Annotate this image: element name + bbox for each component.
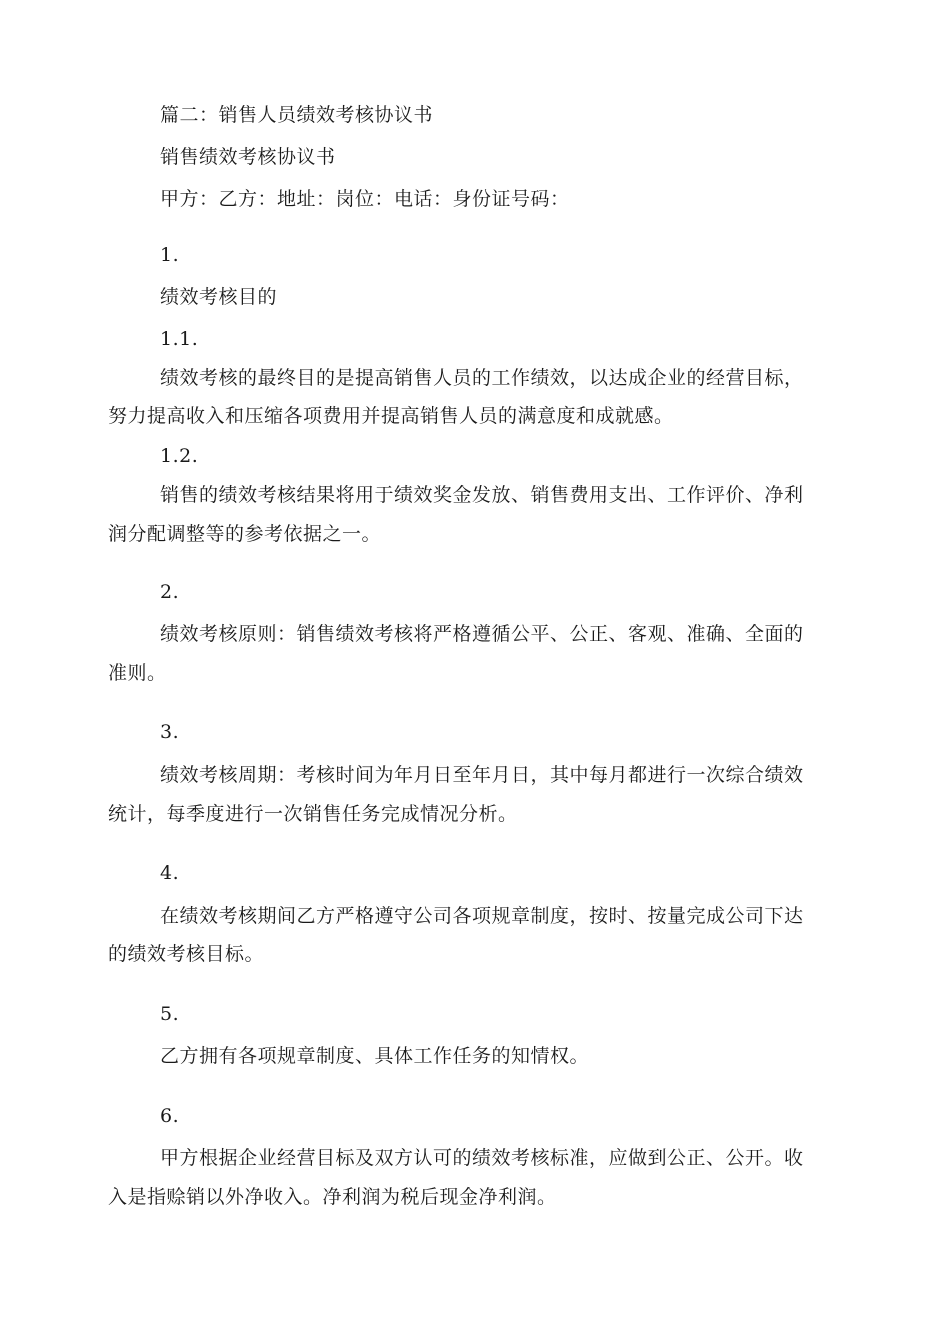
clause-number-2: 2. <box>160 581 180 603</box>
paragraph-line: 绩效考核周期：考核时间为年月日至年月日，其中每月都进行一次综合绩效 <box>160 764 804 786</box>
clause-heading-purpose: 绩效考核目的 <box>160 286 278 308</box>
clause-number-1-2: 1.2. <box>160 445 199 467</box>
clause-number-3: 3. <box>160 721 180 743</box>
paragraph-line: 绩效考核原则：销售绩效考核将严格遵循公平、公正、客观、准确、全面的 <box>160 623 804 645</box>
clause-number-5: 5. <box>160 1003 180 1025</box>
paragraph-line: 销售的绩效考核结果将用于绩效奖金发放、销售费用支出、工作评价、净利 <box>160 484 804 506</box>
paragraph-line: 努力提高收入和压缩各项费用并提高销售人员的满意度和成就感。 <box>108 405 674 427</box>
section-heading: 篇二：销售人员绩效考核协议书 <box>160 104 434 126</box>
paragraph-line: 的绩效考核目标。 <box>108 943 265 965</box>
clause-number-6: 6. <box>160 1105 180 1127</box>
paragraph-line: 甲方根据企业经营目标及双方认可的绩效考核标准，应做到公正、公开。收 <box>160 1147 804 1169</box>
paragraph-line: 准则。 <box>108 662 167 684</box>
document-title: 销售绩效考核协议书 <box>160 146 336 168</box>
paragraph-line: 乙方拥有各项规章制度、具体工作任务的知情权。 <box>160 1045 590 1067</box>
party-fields: 甲方：乙方：地址：岗位：电话：身份证号码： <box>160 188 570 210</box>
paragraph-line: 润分配调整等的参考依据之一。 <box>108 523 382 545</box>
paragraph-line: 在绩效考核期间乙方严格遵守公司各项规章制度，按时、按量完成公司下达 <box>160 905 804 927</box>
paragraph-line: 统计，每季度进行一次销售任务完成情况分析。 <box>108 803 518 825</box>
clause-number-4: 4. <box>160 862 180 884</box>
clause-number-1: 1. <box>160 244 180 266</box>
paragraph-line: 入是指赊销以外净收入。净利润为税后现金净利润。 <box>108 1186 557 1208</box>
paragraph-line: 绩效考核的最终目的是提高销售人员的工作绩效，以达成企业的经营目标， <box>160 367 804 389</box>
clause-number-1-1: 1.1. <box>160 328 199 350</box>
